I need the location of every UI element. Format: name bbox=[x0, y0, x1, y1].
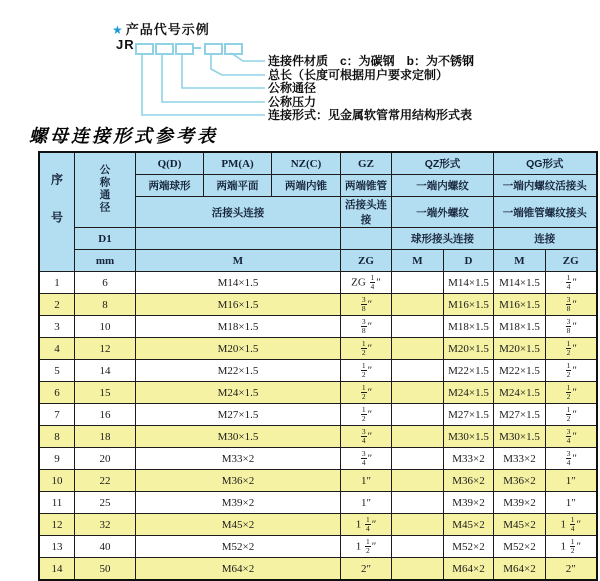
cell-m: M33×2 bbox=[136, 448, 341, 470]
cell-gz-zg: 1″ bbox=[341, 492, 392, 514]
cell-qg-m: M45×2 bbox=[494, 514, 546, 536]
table-body bbox=[39, 272, 597, 581]
label-connection-form: 连接形式：见金属软管常用结构形式表 bbox=[268, 108, 473, 122]
header-col-gz: GZ bbox=[341, 152, 392, 175]
table-row bbox=[39, 272, 597, 294]
cell-m: M22×1.5 bbox=[136, 360, 341, 382]
cell-qg-zg: $\frac{1}{2}$ ″ bbox=[546, 404, 597, 426]
cell-seq: 3 bbox=[39, 316, 75, 338]
cell-m: M20×1.5 bbox=[136, 338, 341, 360]
table-row bbox=[39, 338, 597, 360]
star-icon: ★ bbox=[112, 23, 124, 37]
cell-gz-zg: $\frac{3}{4}$ ″ bbox=[341, 426, 392, 448]
cell-gz-zg: 1 $\frac{1}{4}$ ″ bbox=[341, 514, 392, 536]
header-col-pm: PM(A) bbox=[204, 152, 272, 175]
header-qz-conn: 球形接头连接 bbox=[392, 228, 494, 250]
cell-gz-zg: 1″ bbox=[341, 470, 392, 492]
cell-qg-m: M39×2 bbox=[494, 492, 546, 514]
cell-seq: 9 bbox=[39, 448, 75, 470]
cell-dn: 16 bbox=[75, 404, 136, 426]
cell-qz-d: M52×2 bbox=[444, 536, 494, 558]
cell-qg-zg: 2″ bbox=[546, 558, 597, 581]
product-code-prefix: JR bbox=[116, 37, 135, 52]
cell-gz-zg: 1 $\frac{1}{2}$ ″ bbox=[341, 536, 392, 558]
cell-seq: 11 bbox=[39, 492, 75, 514]
table-row bbox=[39, 404, 597, 426]
header-d1: D1 bbox=[75, 228, 136, 250]
cell-gz-zg: $\frac{3}{8}$ ″ bbox=[341, 316, 392, 338]
table-row bbox=[39, 360, 597, 382]
cell-gz-zg: ZG $\frac{1}{4}$ ″ bbox=[341, 272, 392, 294]
cell-dn: 18 bbox=[75, 426, 136, 448]
table-row bbox=[39, 470, 597, 492]
cell-qg-m: M33×2 bbox=[494, 448, 546, 470]
cell-dn: 25 bbox=[75, 492, 136, 514]
cell-qz-d: M36×2 bbox=[444, 470, 494, 492]
header-mm: mm bbox=[75, 250, 136, 272]
cell-dn: 20 bbox=[75, 448, 136, 470]
reference-table bbox=[38, 151, 598, 581]
header-gz-live-joint: 活接头连接 bbox=[341, 197, 392, 228]
header-col-qg: QG形式 bbox=[494, 152, 597, 175]
cell-qz-d: M45×2 bbox=[444, 514, 494, 536]
cell-seq: 14 bbox=[39, 558, 75, 581]
cell-m: M27×1.5 bbox=[136, 404, 341, 426]
cell-qg-zg: $\frac{3}{4}$ ″ bbox=[546, 448, 597, 470]
header-seq: 序号 bbox=[39, 152, 75, 272]
cell-qz-d: M18×1.5 bbox=[444, 316, 494, 338]
cell-m: M16×1.5 bbox=[136, 294, 341, 316]
cell-dn: 10 bbox=[75, 316, 136, 338]
table-row bbox=[39, 514, 597, 536]
cell-seq: 12 bbox=[39, 514, 75, 536]
cell-qz-m bbox=[392, 338, 444, 360]
cell-gz-zg: 2″ bbox=[341, 558, 392, 581]
cell-qg-zg: $\frac{3}{8}$ ″ bbox=[546, 294, 597, 316]
cell-qz-m bbox=[392, 294, 444, 316]
header-col-nz: NZ(C) bbox=[272, 152, 341, 175]
cell-qg-m: M36×2 bbox=[494, 470, 546, 492]
header-pm-sub: 两端平面 bbox=[204, 175, 272, 197]
cell-qg-m: M22×1.5 bbox=[494, 360, 546, 382]
table-row bbox=[39, 382, 597, 404]
cell-qg-zg: 1″ bbox=[546, 470, 597, 492]
product-code-heading-text: 产品代号示例 bbox=[125, 22, 210, 37]
cell-seq: 4 bbox=[39, 338, 75, 360]
table-row bbox=[39, 448, 597, 470]
cell-seq: 10 bbox=[39, 470, 75, 492]
cell-qg-zg: 1″ bbox=[546, 492, 597, 514]
label-material: 连接件材质 c：为碳钢 b：为不锈钢 bbox=[268, 54, 475, 68]
cell-dn: 15 bbox=[75, 382, 136, 404]
cell-qg-m: M18×1.5 bbox=[494, 316, 546, 338]
cell-qg-zg: $\frac{1}{4}$ ″ bbox=[546, 272, 597, 294]
cell-qg-zg: 1 $\frac{1}{2}$ ″ bbox=[546, 536, 597, 558]
cell-dn: 40 bbox=[75, 536, 136, 558]
cell-gz-zg: $\frac{1}{2}$ ″ bbox=[341, 404, 392, 426]
cell-qz-d: M16×1.5 bbox=[444, 294, 494, 316]
cell-m: M64×2 bbox=[136, 558, 341, 581]
cell-dn: 6 bbox=[75, 272, 136, 294]
cell-qz-m bbox=[392, 316, 444, 338]
cell-qz-d: M64×2 bbox=[444, 558, 494, 581]
table-header bbox=[39, 152, 597, 272]
table-row bbox=[39, 316, 597, 338]
cell-qz-m bbox=[392, 448, 444, 470]
cell-qz-d: M27×1.5 bbox=[444, 404, 494, 426]
header-qg-sub1: 一端内螺纹活接头 bbox=[494, 175, 597, 197]
cell-dn: 22 bbox=[75, 470, 136, 492]
header-m-qz: M bbox=[392, 250, 444, 272]
cell-m: M30×1.5 bbox=[136, 426, 341, 448]
cell-m: M18×1.5 bbox=[136, 316, 341, 338]
cell-qz-d: M20×1.5 bbox=[444, 338, 494, 360]
header-qg-conn: 连接 bbox=[494, 228, 597, 250]
cell-dn: 12 bbox=[75, 338, 136, 360]
cell-dn: 14 bbox=[75, 360, 136, 382]
cell-seq: 2 bbox=[39, 294, 75, 316]
cell-gz-zg: $\frac{1}{2}$ ″ bbox=[341, 338, 392, 360]
cell-seq: 5 bbox=[39, 360, 75, 382]
header-nz-sub: 两端内锥 bbox=[272, 175, 341, 197]
table-row bbox=[39, 536, 597, 558]
label-total-length: 总长（长度可根据用户要求定制） bbox=[268, 68, 449, 82]
cell-qg-m: M16×1.5 bbox=[494, 294, 546, 316]
cell-m: M36×2 bbox=[136, 470, 341, 492]
cell-gz-zg: $\frac{1}{2}$ ″ bbox=[341, 360, 392, 382]
header-m-qg: M bbox=[494, 250, 546, 272]
header-dn: 公称通径 bbox=[75, 152, 136, 228]
cell-qg-zg: $\frac{1}{2}$ ″ bbox=[546, 382, 597, 404]
cell-qz-m bbox=[392, 360, 444, 382]
table-title: 螺母连接形式参考表 bbox=[29, 126, 218, 146]
table-row bbox=[39, 492, 597, 514]
header-zg-qg: ZG bbox=[546, 250, 597, 272]
header-col-qd: Q(D) bbox=[136, 152, 204, 175]
cell-m: M39×2 bbox=[136, 492, 341, 514]
cell-qz-d: M24×1.5 bbox=[444, 382, 494, 404]
cell-qg-zg: $\frac{1}{2}$ ″ bbox=[546, 338, 597, 360]
cell-qz-m bbox=[392, 382, 444, 404]
table-row bbox=[39, 558, 597, 581]
header-col-qz: QZ形式 bbox=[392, 152, 494, 175]
cell-qz-m bbox=[392, 558, 444, 581]
cell-qg-zg: $\frac{1}{2}$ ″ bbox=[546, 360, 597, 382]
header-empty-gz bbox=[341, 228, 392, 250]
cell-dn: 8 bbox=[75, 294, 136, 316]
cell-qg-m: M30×1.5 bbox=[494, 426, 546, 448]
cell-qg-m: M52×2 bbox=[494, 536, 546, 558]
header-qz-sub2: 一端外螺纹 bbox=[392, 197, 494, 228]
cell-dn: 50 bbox=[75, 558, 136, 581]
cell-m: M14×1.5 bbox=[136, 272, 341, 294]
cell-qz-m bbox=[392, 514, 444, 536]
cell-qz-m bbox=[392, 404, 444, 426]
cell-gz-zg: $\frac{3}{4}$ ″ bbox=[341, 448, 392, 470]
cell-m: M24×1.5 bbox=[136, 382, 341, 404]
header-qd-sub: 两端球形 bbox=[136, 175, 204, 197]
header-empty-main bbox=[136, 228, 341, 250]
cell-qg-m: M64×2 bbox=[494, 558, 546, 581]
header-qg-sub2: 一端锥管螺纹接头 bbox=[494, 197, 597, 228]
cell-qg-m: M27×1.5 bbox=[494, 404, 546, 426]
cell-qz-d: M33×2 bbox=[444, 448, 494, 470]
cell-qz-m bbox=[392, 536, 444, 558]
header-live-joint: 活接头连接 bbox=[136, 197, 341, 228]
header-gz-sub: 两端锥管 bbox=[341, 175, 392, 197]
table-row bbox=[39, 426, 597, 448]
cell-m: M52×2 bbox=[136, 536, 341, 558]
header-qz-sub1: 一端内螺纹 bbox=[392, 175, 494, 197]
header-zg-gz: ZG bbox=[341, 250, 392, 272]
cell-gz-zg: $\frac{1}{2}$ ″ bbox=[341, 382, 392, 404]
cell-seq: 6 bbox=[39, 382, 75, 404]
label-nominal-pressure: 公称压力 bbox=[268, 95, 317, 109]
cell-qg-m: M24×1.5 bbox=[494, 382, 546, 404]
header-m-main: M bbox=[136, 250, 341, 272]
cell-qz-m bbox=[392, 426, 444, 448]
cell-qz-m bbox=[392, 272, 444, 294]
cell-seq: 8 bbox=[39, 426, 75, 448]
cell-m: M45×2 bbox=[136, 514, 341, 536]
cell-seq: 7 bbox=[39, 404, 75, 426]
cell-qg-m: M14×1.5 bbox=[494, 272, 546, 294]
cell-qz-m bbox=[392, 470, 444, 492]
cell-qz-d: M30×1.5 bbox=[444, 426, 494, 448]
cell-qz-d: M39×2 bbox=[444, 492, 494, 514]
cell-qz-d: M22×1.5 bbox=[444, 360, 494, 382]
cell-dn: 32 bbox=[75, 514, 136, 536]
cell-qg-m: M20×1.5 bbox=[494, 338, 546, 360]
table-row bbox=[39, 294, 597, 316]
label-nominal-diameter: 公称通径 bbox=[268, 81, 317, 95]
cell-seq: 13 bbox=[39, 536, 75, 558]
cell-qz-d: M14×1.5 bbox=[444, 272, 494, 294]
header-d-qz: D bbox=[444, 250, 494, 272]
cell-seq: 1 bbox=[39, 272, 75, 294]
cell-qg-zg: $\frac{3}{8}$ ″ bbox=[546, 316, 597, 338]
cell-qg-zg: 1 $\frac{1}{4}$ ″ bbox=[546, 514, 597, 536]
reference-table-wrap bbox=[38, 151, 598, 581]
cell-qz-m bbox=[392, 492, 444, 514]
cell-qg-zg: $\frac{3}{4}$ ″ bbox=[546, 426, 597, 448]
cell-gz-zg: $\frac{3}{8}$ ″ bbox=[341, 294, 392, 316]
